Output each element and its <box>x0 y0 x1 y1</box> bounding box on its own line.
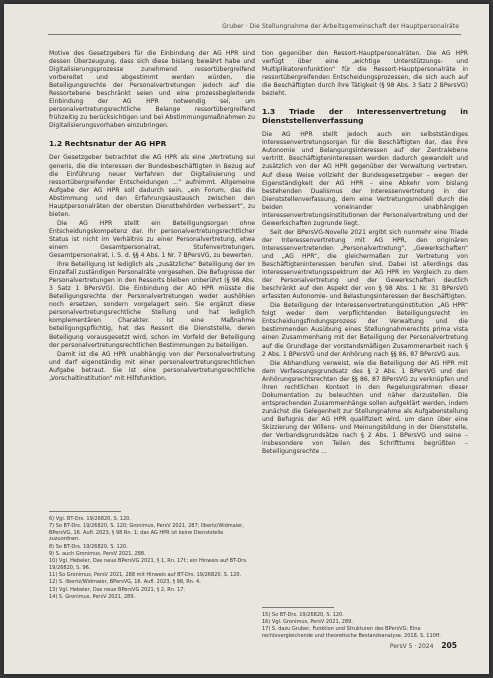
document-page <box>4 4 489 674</box>
footnote-rule <box>262 607 334 608</box>
paragraph: Die AG HPR stellt ein Beteiligungsorgan ohne Entscheidungskompetenz dar. Ihr personalvertretungsrechtlicher Status ist nicht im Verhältnis zu einer Personalvertretung, etwa einem Gesamtpersonalrat, Stufenvertretungen, Gesamtpersonalrat, i. S. d. §§ 4 Abs. 1 Nr. 7 BPersVG, zu bewerten. <box>49 219 255 260</box>
footnote: 8) So BT-Drs. 19/26820, S. 120. <box>49 543 128 550</box>
footnotes-right <box>262 600 462 640</box>
footnote: 15) So BT-Drs. 19/26820, S. 120. <box>262 611 344 618</box>
footnote: 16) Vgl. Gronimus, PersV 2021, 289. <box>262 619 353 626</box>
right-column <box>262 50 468 457</box>
footnote: 9) S. auch Gronimus, PersV 2021, 288. <box>49 550 146 557</box>
footnote-rule <box>49 511 121 512</box>
footnote: 6) Vgl. BT-Drs. 19/26820, S. 120. <box>49 515 132 522</box>
paragraph: Motive des Gesetzgebers für die Einbindung der AG HPR sind dessen Überzeugung, dass sich diese bislang bewährt habe und Digitalisierungsprozesse zunehmend ressortübergreifend vorbereitet und abgestimmt werden würden, die Beteiligungsrechte der Personalvertretungen jedoch auf die Ressortebene beschränkt seien und eine prozessbegleitende Einbindung der AG HPR notwendig sei, um personalvertretungsrechtliche Belange ressortübergreifend frühzeitig zu berücksichtigen und bei Abstimmungsmaßnahmen zu Digitalisierungsvorhaben einzubringen. <box>49 50 255 130</box>
header-rule <box>48 34 461 35</box>
section-heading: 1.2 Rechtsnatur der AG HPR <box>49 139 167 149</box>
footnote: 12) S. Ilbertz/Widmaier, BPersVG, 16. Aufl. 2023, § 98, Rn. 4. <box>49 579 201 586</box>
paragraph: Die Abhandlung verweist, wie die Beteiligung der AG HPR mit dem Verfassungsgrundsatz des § 2 Abs. 1 BPersVG und den Anhörungsrechtsrechten der §§ 86, 87 BPersVG zu verknüpfen und ihren rechtlichen Kontext in den Regelungsrahmen dieser Dokumentation zu beleuchten und näher darzustellen. Die entsprechenden Zusammenhänge sollen aufgeklärt werden, indem zunächst die Gelegenheit zur Stellungnahme als Aufgabenstellung und Befugnis der AG HPR qualifiziert wird, um dann über eine Skizzierung der Willens- und Meinungsbildung in der Dienststelle, der Verbandsgrundsätze nach § 2 Abs. 1 BPersVG und seine – insbesondere von Teilen des Schrifttums begrüßten – Beteiligungsrechte ... <box>262 359 468 456</box>
paragraph: Damit ist die AG HPR unabhängig von der Personalvertretung und darf eigenständig mit einer personalvertretungsrechtlichen Aufgabe betraut. Sie ist eine personalvertretungsrechtliche „Vorschaltinstitution“ mit Hilfsfunktion. <box>49 350 255 382</box>
paragraph: Die Beteiligung der Interessenvertretungsinstitution „AG HPR“ folgt weder dem verpflichtenden Beteiligungsrecht im Entscheidungsfindungsprozess der Verwaltung und die bestimmenden Ausübung eines Stellungnahmerechts prima vista einen Zusammenhang mit der Beteiligung der Personalvertretung auf die Grundlage der vorstandsmäßigen Zusammenarbeit nach § 2 Abs. 1 BPersVG und der Anhörung nach §§ 86, 87 BPersVG aus. <box>262 302 468 358</box>
footnote: 7) So BT-Drs. 19/26820, S. 120; Gronimus, PersV 2021, 287; Ilbertz/Widmaier, BPersVG, 16. Aufl. 2023, § 98 Rn. 1; das AG HPR ist keine Dienststelle zuzuordnen. <box>49 523 244 543</box>
footnote: 13) Vgl. Hebeler, Das neue BPersVG 2021, § 2, Rn. 17. <box>49 586 186 593</box>
paragraph: tion gegenüber den Ressort-Hauptpersonalräten. Die AG HPR verfügt über eine „wichtige Unterstützungs- und Multiplikatorenfunktion“ für die Ressort-Hauptpersonalräte in ressortübergreifenden Entscheidungsprozessen, die sich auch auf die Beschäftigten durch ihre Tätigkeit (§ 98 Abs. 3 Satz 2 BPersVG) bezieht. <box>262 50 468 98</box>
paragraph: Die AG HPR stellt jedoch auch ein selbstständiges Interessenvertretungsorgan für die Beschäftigten dar, das ihre Autonomie und Belangungsinteressen auf der Zentralebene vertritt. Beschäftigteninteressen werden dadurch gewandelt und zusätzlich von der AG HPR gegenüber der Verwaltung vertreten. Auf diese Weise vollzieht der Bundesgesetzgeber – wegen der Eigenständigkeit der AG HPR – eine Abkehr vom bislang bestehenden Dualismus der Interessenvertretung in der Dienststellenverfassung, dem eine Vertretungsmodell durch die beiden voneinander unabhängigen Interessenvertretungsinstitutionen der Personalvertretung und der Gewerkschaften zugrunde liegt. <box>262 131 468 227</box>
running-header: Gruber · Die Stellungnahme der Arbeitsgemeinschaft der Hauptpersonalräte <box>222 23 459 30</box>
footnotes-left <box>49 504 249 601</box>
section-heading: 1.3 Triade der Interessenvertretung in Dienststellenverfassung <box>262 107 468 126</box>
left-column <box>49 50 255 384</box>
paragraph: Ihre Beteiligung ist lediglich als „zusätzliche“ Beteiligung der im Einzelfall zuständigen Personalräte vorgesehen. Die Befugnisse der Personalvertretungen in den Ressorts bleiben unberührt (§ 98 Abs. 3 Satz 1 BPersVG). Die Einbindung der AG HPR müsste die Beteiligungsrechte der Personalvertretungen weder aushöhlen noch ersetzen, sondern vorgelagert sein. Sie ergänzt diese personalvertretungsrechtliche Stellung und hat lediglich komplementären Charakter. Ist eine Maßnahme beteiligungspflichtig, hat das Ressort die Dienststelle, deren Beteiligung vorausgesetzt wird, schon im Vorfeld der Beteiligung der personalvertretungsrechtlichen Bestimmungen zu beteiligen. <box>49 261 255 349</box>
paragraph: Der Gesetzgeber betrachtet die AG HPR als eine „Vertretung sui generis, die die Interessen der Bundesbeschäftigten in Bezug auf die Einführung neuer Verfahren der Digitalisierung und ressortübergreifender Entscheidungen ...“ aufnimmt. Allgemeine Aufgabe der AG HPR soll dadurch sein, „ein Forum, das die Abstimmung und den Erfahrungsaustausch zwischen den Hauptpersonalräten der obersten Dienstbehörden verbessert“, zu bieten. <box>49 154 255 218</box>
footnote: 11) So Gronimus, PersV 2021, 288 mit Hinweis auf BT-Drs. 19/26820, S. 120. <box>49 571 242 578</box>
footnote: 14) S. Gronimus, PersV 2021, 289. <box>49 593 136 600</box>
page-number: 205 <box>441 641 457 650</box>
footnote: 10) Vgl. Hebeler, Das neue BPersVG 2021, § 1, Rn. 17f.; ein Hinweis auf BT-Drs. 19/26820, S. 96. <box>49 558 248 571</box>
page-footer <box>390 641 457 650</box>
paragraph: Seit der BPersVG-Novelle 2021 ergibt sich nunmehr eine Triade der Interessenvertretung mit AG HPR, den originären Interessenvertretenden „Personalvertretung“, „Gewerkschaften“ und „AG HPR“, die gleichermaßen zur Vertretung von Beschäftigteninteressen berufen sind. Dabei ist allerdings das Interessenvertretungsspektrum der AG HPR im Vergleich zu dem der Personalvertretung und der Gewerkschaften deutlich beschränkt auf den Aspekt der von § 98 Abs. 1 Nr. 31 BPersVG erfassten Autonomie- und Belastungsinteressen der Beschäftigten. <box>262 228 468 301</box>
journal-issue: PersV 5 · 2024 <box>389 643 434 650</box>
footnote: 17) S. dazu Gruber, Funktion und Strukturen des BPersVG: Eine rechtsvergleichende und theoretische Bestandsanalyse, 2018, S. 110ff. <box>262 626 441 639</box>
